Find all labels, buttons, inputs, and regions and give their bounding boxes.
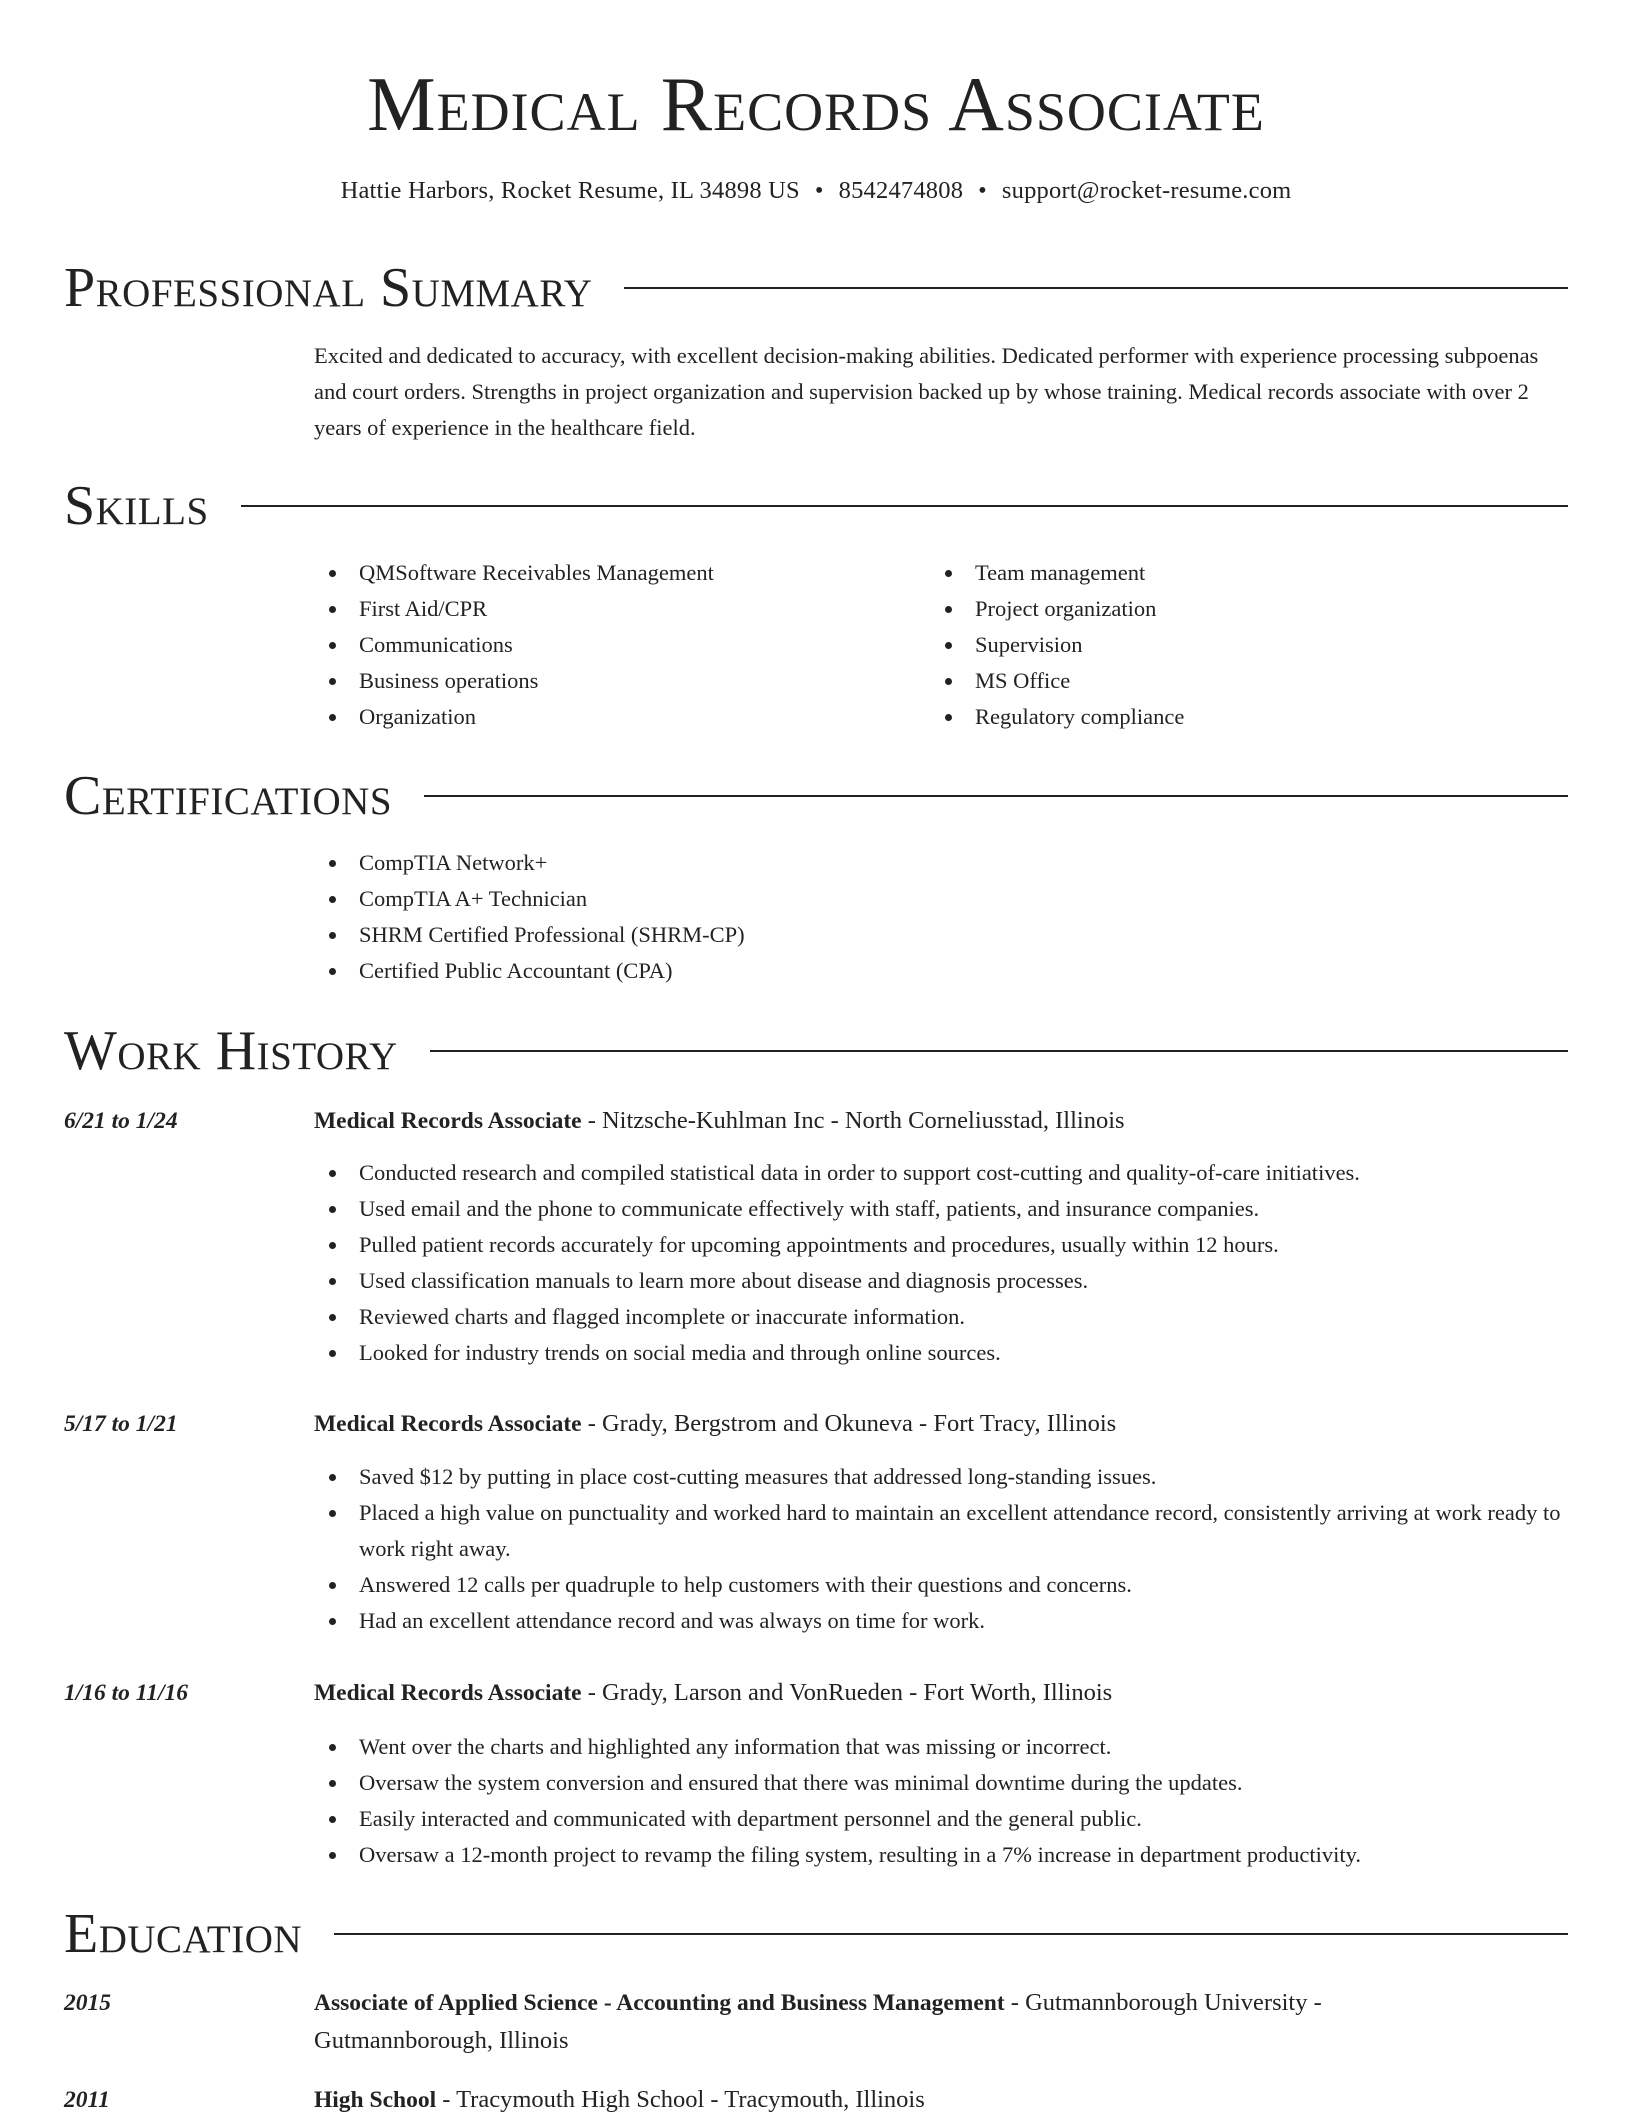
skill-item: MS Office xyxy=(930,663,1550,699)
job-heading xyxy=(314,1405,1568,1443)
section-divider xyxy=(624,287,1568,289)
contact-separator: • xyxy=(814,177,824,204)
job-heading xyxy=(314,1674,1568,1712)
duty-item: Conducted research and compiled statistical data in order to support cost-cutting and quality-of-care initiatives. xyxy=(314,1155,1574,1191)
section-header-education xyxy=(64,1899,1568,1969)
skill-item: QMSoftware Receivables Management xyxy=(314,555,914,591)
skill-item: Supervision xyxy=(930,627,1550,663)
section-header-skills xyxy=(64,471,1568,541)
contact-email[interactable]: support@rocket-resume.com xyxy=(1001,177,1292,204)
skills-column-left xyxy=(314,555,914,735)
job-dates: 5/17 to 1/21 xyxy=(64,1411,178,1437)
duty-item: Used email and the phone to communicate effectively with staff, patients, and insurance companies. xyxy=(314,1191,1574,1227)
job-employer: - Nitzsche-Kuhlman Inc - North Corneliusstad, Illinois xyxy=(581,1107,1125,1134)
certification-item: Certified Public Accountant (CPA) xyxy=(314,953,1568,989)
job-title: Medical Records Associate xyxy=(314,1108,582,1134)
duty-item: Looked for industry trends on social media and through online sources. xyxy=(314,1335,1574,1371)
duty-item: Used classification manuals to learn more about disease and diagnosis processes. xyxy=(314,1263,1574,1299)
duty-item: Saved $12 by putting in place cost-cutting measures that addressed long-standing issues. xyxy=(314,1459,1574,1495)
skill-item: Organization xyxy=(314,699,914,735)
duty-item: Had an excellent attendance record and was always on time for work. xyxy=(314,1603,1574,1639)
duty-item: Placed a high value on punctuality and worked hard to maintain an excellent attendance record, consistently arriving at work ready to work right away. xyxy=(314,1495,1574,1567)
section-title-summary: Professional Summary xyxy=(64,257,593,319)
resume-title: Medical Records Associate xyxy=(367,61,1265,147)
education-school: - Gutmannborough University - Gutmannborough, Illinois xyxy=(314,1989,1322,2054)
section-title-education: Education xyxy=(64,1903,303,1965)
duty-item: Went over the charts and highlighted any information that was missing or incorrect. xyxy=(314,1729,1574,1765)
certifications-list xyxy=(314,845,1568,989)
contact-separator: • xyxy=(978,177,987,204)
skills-column-right xyxy=(930,555,1550,735)
section-title-certifications: Certifications xyxy=(64,765,393,827)
duty-item: Easily interacted and communicated with department personnel and the general public. xyxy=(314,1801,1574,1837)
section-divider xyxy=(424,795,1568,797)
education-year: 2015 xyxy=(64,1990,111,2016)
job-employer: - Grady, Bergstrom and Okuneva - Fort Tracy, Illinois xyxy=(581,1410,1117,1437)
education-school: - Tracymouth High School - Tracymouth, Illinois xyxy=(436,2086,925,2113)
education-degree: Associate of Applied Science - Accounting and Business Management xyxy=(314,1990,1005,2016)
contact-line xyxy=(0,174,1632,208)
section-title-skills: Skills xyxy=(64,475,209,537)
contact-phone[interactable]: 8542474808 xyxy=(838,177,964,204)
duty-item: Oversaw the system conversion and ensured that there was minimal downtime during the updates. xyxy=(314,1765,1574,1801)
duty-item: Reviewed charts and flagged incomplete or inaccurate information. xyxy=(314,1299,1574,1335)
contact-address: Hattie Harbors, Rocket Resume, IL 34898 US xyxy=(340,177,800,204)
job-heading xyxy=(314,1102,1568,1140)
certification-item: SHRM Certified Professional (SHRM-CP) xyxy=(314,917,1568,953)
skill-item: Project organization xyxy=(930,591,1550,627)
job-dates: 1/16 to 11/16 xyxy=(64,1680,189,1706)
section-header-certifications xyxy=(64,761,1568,831)
job-employer: - Grady, Larson and VonRueden - Fort Worth, Illinois xyxy=(581,1679,1113,1706)
job-duties xyxy=(314,1729,1574,1873)
job-duties xyxy=(314,1155,1574,1371)
section-divider xyxy=(334,1933,1568,1935)
job-dates: 6/21 to 1/24 xyxy=(64,1108,178,1134)
job-title: Medical Records Associate xyxy=(314,1411,582,1437)
section-divider xyxy=(241,505,1568,507)
job-title: Medical Records Associate xyxy=(314,1680,582,1706)
education-degree: High School xyxy=(314,2087,437,2113)
duty-item: Answered 12 calls per quadruple to help customers with their questions and concerns. xyxy=(314,1567,1574,1603)
education-year: 2011 xyxy=(64,2087,110,2113)
education-entry xyxy=(314,2081,1504,2119)
skill-item: Communications xyxy=(314,627,914,663)
section-title-work-history: Work History xyxy=(64,1020,398,1082)
job-duties xyxy=(314,1459,1574,1639)
duty-item: Oversaw a 12-month project to revamp the filing system, resulting in a 7% increase in department productivity. xyxy=(314,1837,1574,1873)
skill-item: Business operations xyxy=(314,663,914,699)
summary-text: Excited and dedicated to accuracy, with excellent decision-making abilities. Dedicated performer with experience processing subpoenas and court orders. Strengths in project organization and supervision backed up by whose training. Medical records associate with over 2 years of experience in the healthcare field. xyxy=(314,343,1539,440)
education-entry xyxy=(314,1984,1504,2060)
certification-item: CompTIA A+ Technician xyxy=(314,881,1568,917)
section-divider xyxy=(430,1050,1568,1052)
section-header-summary xyxy=(64,253,1568,323)
skill-item: Team management xyxy=(930,555,1550,591)
section-header-work-history xyxy=(64,1016,1568,1086)
skill-item: First Aid/CPR xyxy=(314,591,914,627)
certification-item: CompTIA Network+ xyxy=(314,845,1568,881)
duty-item: Pulled patient records accurately for upcoming appointments and procedures, usually within 12 hours. xyxy=(314,1227,1574,1263)
skill-item: Regulatory compliance xyxy=(930,699,1550,735)
